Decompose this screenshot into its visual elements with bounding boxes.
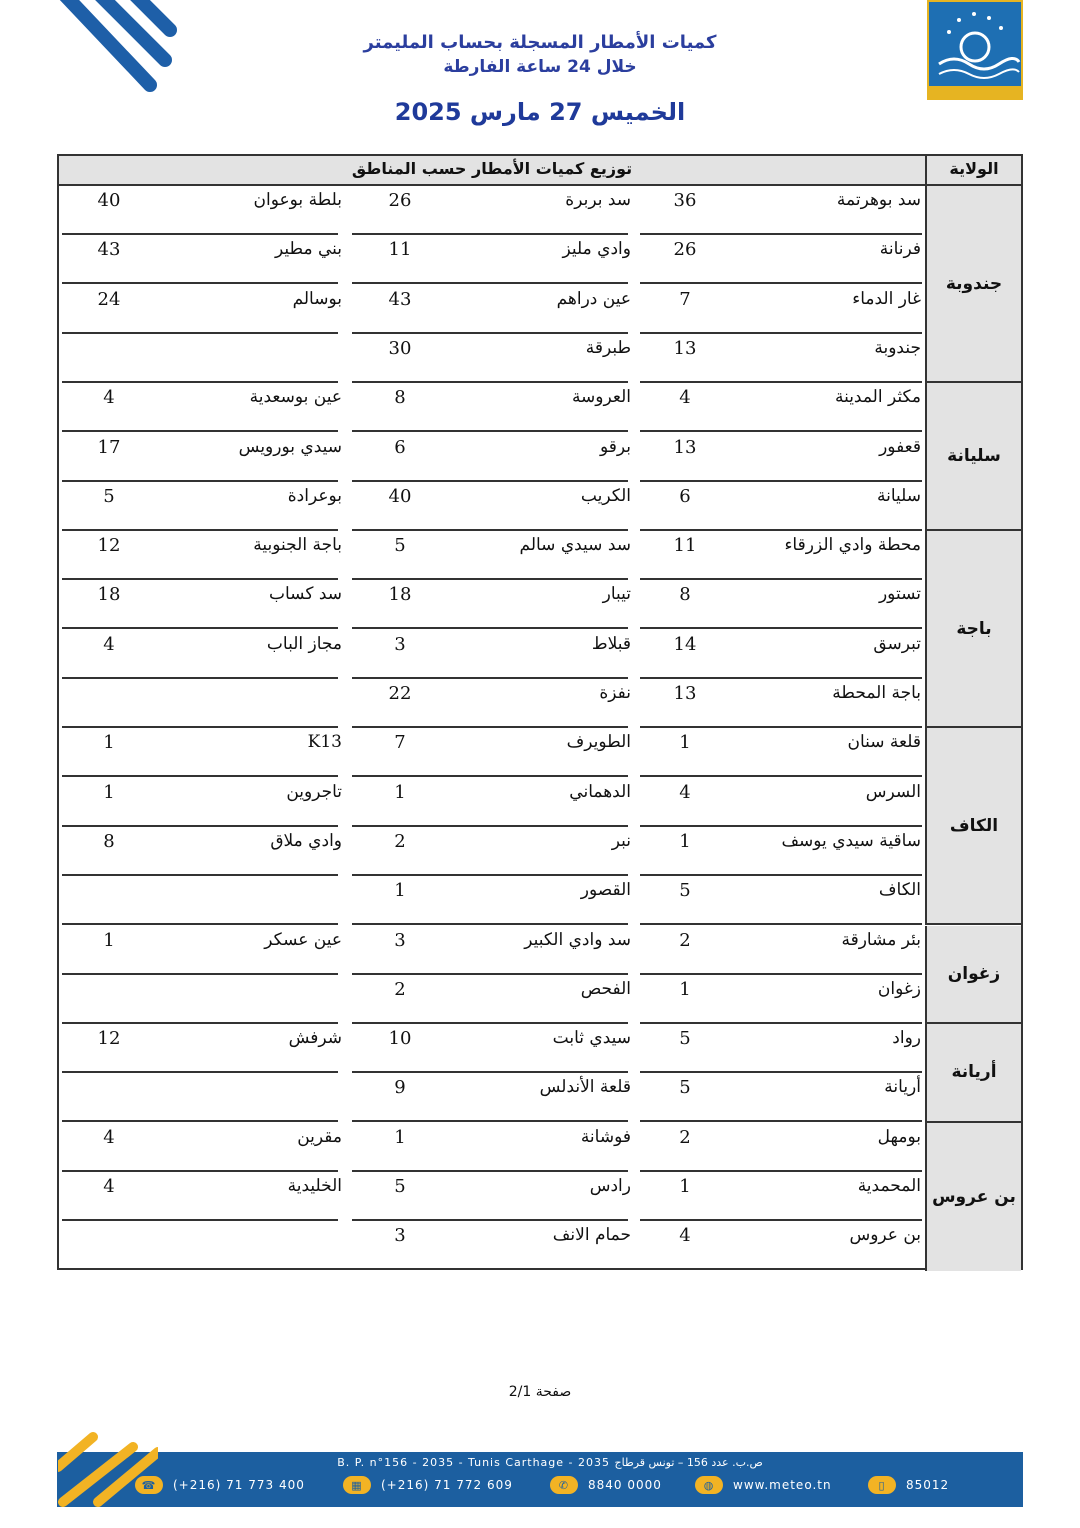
green-number-text: 8840 0000: [588, 1478, 662, 1492]
station-name: تستور: [878, 584, 921, 605]
footer-address: B. P. n°156 - 2035 - Tunis Carthage - 2035 ص.ب. عدد 156 – تونس قرطاج: [337, 1456, 763, 1469]
fax-icon: ▦: [343, 1476, 371, 1494]
station-name: سد سيدي سالم: [519, 535, 631, 556]
footer-green-number: [550, 1474, 662, 1496]
rainfall-value: 26: [388, 190, 412, 211]
website-link[interactable]: www.meteo.tn: [733, 1478, 832, 1492]
rainfall-value: 11: [673, 535, 697, 557]
station-name: بني مطير: [275, 239, 342, 260]
rainfall-value: 5: [679, 1077, 691, 1099]
table-row: [59, 383, 925, 432]
rainfall-value: 4: [103, 1176, 115, 1197]
station-name: مقرين: [297, 1126, 342, 1147]
footer-short-number: [868, 1474, 949, 1496]
station-name: عين بوسعدية: [249, 387, 342, 408]
rainfall-value: 4: [103, 1126, 115, 1148]
rainfall-value: 40: [97, 190, 121, 211]
table-row: [59, 679, 925, 728]
rainfall-value: 1: [394, 880, 406, 902]
table-row: [59, 728, 925, 777]
station-name: طبرقة: [585, 337, 631, 358]
rainfall-value: 43: [97, 239, 121, 261]
rainfall-value: 7: [394, 732, 406, 754]
station-name: الفحص: [580, 978, 631, 999]
rainfall-value: 10: [388, 1028, 412, 1050]
rainfall-value: 18: [97, 584, 121, 606]
rainfall-value: 5: [394, 1176, 406, 1197]
header-distribution: توزيع كميات الأمطار حسب المناطق: [351, 159, 633, 178]
rainfall-table: [57, 154, 1023, 1270]
station-name: قبلاط: [591, 633, 631, 654]
station-name: السرس: [865, 781, 921, 802]
rainfall-value: 18: [388, 584, 412, 606]
rainfall-value: 13: [673, 683, 697, 704]
station-name: بن عروس: [849, 1225, 921, 1246]
station-name: أريانة: [884, 1077, 921, 1098]
rainfall-value: 6: [394, 436, 406, 458]
report-date: الخميس 27 مارس 2025: [394, 98, 686, 126]
rainfall-value: 26: [673, 239, 697, 261]
station-name: سد بوهرتمة: [836, 190, 921, 210]
rainfall-value: 4: [679, 387, 691, 409]
rainfall-value: 2: [679, 929, 691, 951]
governorate-cell: أريانة: [925, 1024, 1021, 1123]
page-number: صفحة 2/1: [508, 1384, 572, 1400]
rainfall-value: 7: [679, 288, 691, 310]
station-name: سد كساب: [268, 584, 342, 605]
rainfall-value: 17: [97, 436, 121, 458]
station-name: برقو: [599, 436, 631, 457]
table-row: [59, 334, 925, 383]
station-name: زغوان: [877, 978, 921, 999]
rainfall-value: 30: [388, 337, 412, 359]
rainfall-value: 1: [103, 732, 115, 754]
rainfall-value: 1: [394, 1126, 406, 1148]
rainfall-value: 1: [679, 732, 691, 754]
table-row: [59, 186, 925, 235]
rainfall-value: 24: [97, 288, 121, 310]
station-name: قعفور: [879, 436, 921, 457]
table-row: [59, 1073, 925, 1122]
governorate-cell: باجة: [925, 531, 1021, 728]
rainfall-value: 3: [394, 633, 406, 655]
station-name: العروسة: [571, 387, 631, 408]
rainfall-value: 8: [103, 830, 115, 852]
rainfall-value: 36: [673, 190, 697, 211]
station-name: المحمدية: [857, 1176, 921, 1196]
station-name: غار الدماء: [852, 288, 921, 309]
station-name: حمام الانف: [552, 1225, 631, 1246]
rainfall-value: 9: [394, 1077, 406, 1099]
table-row: [59, 1024, 925, 1073]
station-name: نفزة: [599, 683, 631, 703]
station-name: الدهماني: [569, 781, 631, 802]
rainfall-value: 43: [388, 288, 412, 310]
station-name: بومهل: [877, 1126, 921, 1147]
rainfall-value: 14: [673, 633, 697, 655]
rainfall-value: 2: [679, 1126, 691, 1148]
rainfall-value: 5: [394, 535, 406, 557]
rainfall-value: 6: [679, 485, 691, 507]
station-name: سليانة: [876, 485, 921, 506]
rainfall-value: 5: [679, 1028, 691, 1050]
station-name: سد وادي الكبير: [524, 929, 631, 950]
station-name: بوعرادة: [287, 485, 342, 506]
table-row: [59, 580, 925, 629]
station-name: تبرسق: [873, 633, 921, 654]
rainfall-value: 5: [679, 880, 691, 902]
mobile-icon: ▯: [868, 1476, 896, 1494]
table-header: [59, 156, 1021, 186]
station-name: تيبار: [602, 584, 631, 605]
footer-phone: [135, 1474, 305, 1496]
station-name: تاجروين: [286, 781, 342, 802]
table-row: [59, 482, 925, 531]
rainfall-value: 1: [103, 781, 115, 803]
station-name: باجة الجنوبية: [253, 535, 342, 556]
station-name: وادي مليز: [562, 239, 631, 260]
station-name: فرنانة: [879, 239, 921, 260]
green-number-icon: ✆: [550, 1476, 578, 1494]
table-row: [59, 1123, 925, 1172]
station-name: وادي ملاق: [270, 830, 342, 851]
table-row: [59, 876, 925, 925]
header-governorate: الولاية: [949, 159, 999, 178]
rainfall-value: 4: [679, 1225, 691, 1247]
rainfall-value: 1: [103, 929, 115, 951]
station-name: مجاز الباب: [266, 633, 342, 654]
station-name: بوسالم: [292, 288, 342, 309]
station-name: K13: [307, 732, 342, 753]
rainfall-value: 1: [679, 978, 691, 1000]
station-name: رواد: [892, 1028, 921, 1049]
station-name: محطة وادي الزرقاء: [784, 535, 921, 556]
rainfall-value: 3: [394, 1225, 406, 1247]
rainfall-value: 1: [394, 781, 406, 803]
report-subtitle: خلال 24 ساعة الفارطة: [443, 57, 637, 77]
rainfall-value: 5: [103, 485, 115, 507]
rainfall-value: 3: [394, 929, 406, 951]
table-row: [59, 630, 925, 679]
table-row: [59, 1172, 925, 1221]
station-name: الخليدية: [287, 1176, 342, 1196]
rainfall-value: 2: [394, 978, 406, 1000]
governorate-cell: سليانة: [925, 383, 1021, 531]
rainfall-value: 4: [103, 387, 115, 409]
table-row: [59, 433, 925, 482]
governorate-cell: جندوبة: [925, 186, 1021, 383]
rainfall-value: 12: [97, 535, 121, 557]
table-row: [59, 975, 925, 1024]
rainfall-value: 2: [394, 830, 406, 852]
station-name: مكثر المدينة: [834, 387, 921, 408]
rainfall-value: 13: [673, 337, 697, 359]
station-name: الطويرف: [566, 732, 631, 753]
short-number-text: 85012: [906, 1478, 950, 1492]
decorative-stripes: [0, 0, 180, 110]
table-row: [59, 827, 925, 876]
station-name: جندوبة: [874, 337, 921, 358]
station-name: عين دراهم: [556, 288, 631, 309]
rainfall-value: 1: [679, 1176, 691, 1197]
station-name: القصور: [580, 880, 631, 901]
table-row: [59, 926, 925, 975]
rainfall-value: 12: [97, 1028, 121, 1050]
rainfall-value: 4: [679, 781, 691, 803]
station-name: سد بربرة: [565, 190, 631, 210]
station-name: رادس: [589, 1176, 631, 1196]
governorate-cell: بن عروس: [925, 1123, 1021, 1271]
station-name: الكاف: [878, 880, 921, 901]
phone-text: (+216) 71 773 400: [173, 1478, 305, 1492]
table-row: [59, 285, 925, 334]
station-name: شرفش: [288, 1028, 342, 1049]
globe-icon: ◍: [695, 1476, 723, 1494]
institute-logo: [927, 0, 1023, 100]
table-row: [59, 235, 925, 284]
station-name: ساقية سيدي يوسف: [781, 830, 921, 851]
station-name: عين عسكر: [264, 929, 342, 950]
table-row: [59, 778, 925, 827]
station-name: قلعة الأندلس: [539, 1077, 631, 1098]
station-name: سيدي بورويس: [238, 436, 342, 457]
station-name: بلطة بوعوان: [253, 190, 342, 210]
rainfall-value: 1: [679, 830, 691, 852]
report-title: كميات الأمطار المسجلة بحساب المليمتر: [363, 32, 717, 53]
rainfall-value: 8: [679, 584, 691, 606]
governorate-cell: الكاف: [925, 728, 1021, 925]
rainfall-value: 40: [388, 485, 412, 507]
station-name: الكريب: [580, 485, 631, 506]
fax-text: (+216) 71 772 609: [381, 1478, 513, 1492]
footer-fax: [343, 1474, 513, 1496]
rainfall-value: 4: [103, 633, 115, 655]
rainfall-value: 8: [394, 387, 406, 409]
station-name: بئر مشارقة: [841, 929, 921, 950]
footer-website[interactable]: [695, 1474, 832, 1496]
station-name: سيدي ثابت: [552, 1028, 631, 1049]
table-row: [59, 531, 925, 580]
table-row: [59, 1221, 925, 1270]
station-name: فوشانة: [580, 1126, 631, 1147]
station-name: نبر: [611, 830, 631, 851]
station-name: قلعة سنان: [847, 732, 921, 753]
station-name: باجة المحطة: [832, 683, 921, 703]
phone-icon: ☎: [135, 1476, 163, 1494]
governorate-cell: زغوان: [925, 926, 1021, 1025]
rainfall-value: 13: [673, 436, 697, 458]
rainfall-value: 11: [388, 239, 412, 261]
rainfall-value: 22: [388, 683, 412, 704]
